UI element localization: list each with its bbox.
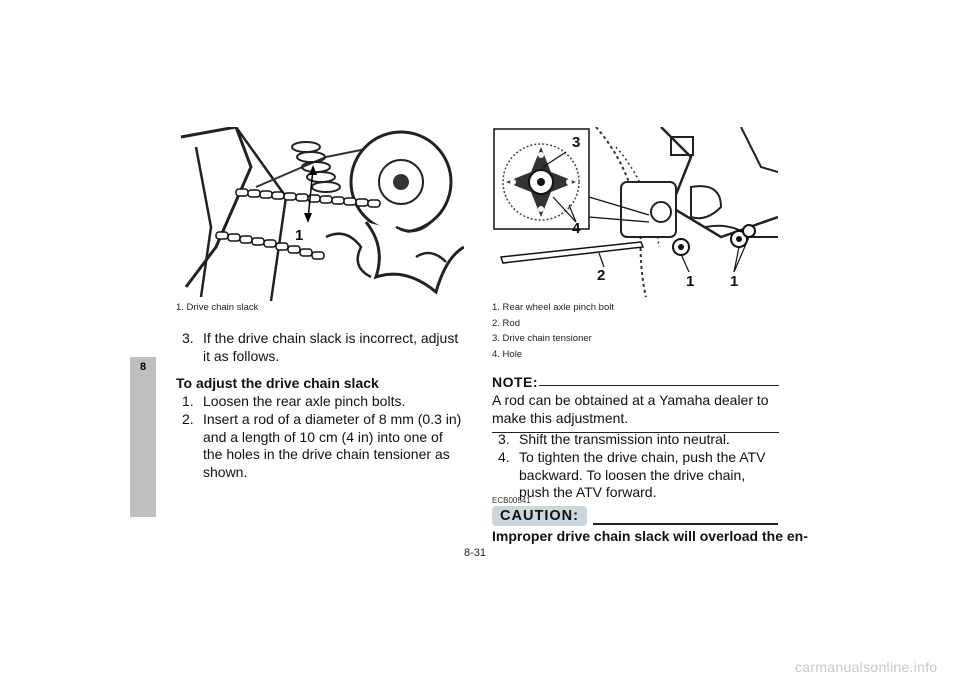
- step-text: Loosen the rear axle pinch bolts.: [203, 393, 406, 409]
- page-number: 8-31: [464, 547, 487, 559]
- caption-item: 3. Drive chain tensioner: [492, 333, 592, 344]
- caution-code: ECB00541: [492, 496, 531, 505]
- step-number: 1.: [182, 393, 194, 409]
- left-text-column: [176, 330, 466, 480]
- caption-item: 1. Rear wheel axle pinch bolt: [492, 302, 614, 313]
- callout-1: 1: [295, 227, 304, 244]
- step-number: 3.: [498, 431, 510, 447]
- step-number: 3.: [182, 330, 194, 346]
- callout-3: 3: [572, 134, 581, 151]
- right-text-column: [492, 431, 779, 501]
- caution-rule: [593, 523, 778, 525]
- caution-text: Improper drive chain slack will overload the en-: [492, 528, 808, 544]
- note-label: NOTE:: [492, 374, 539, 390]
- caution-label: CAUTION:: [492, 506, 587, 526]
- step-text: To tighten the drive chain, push the ATV backward. To loosen the drive chain, push the ATV forward.: [519, 449, 766, 500]
- step-number: 2.: [182, 411, 194, 427]
- caption-item: 4. Hole: [492, 348, 523, 360]
- step-text: If the drive chain slack is incorrect, adjust it as follows.: [203, 330, 459, 364]
- note-block: [492, 374, 779, 433]
- section-heading: To adjust the drive chain slack: [176, 375, 379, 391]
- step-number: 4.: [498, 449, 510, 465]
- callout-4: 4: [572, 220, 581, 237]
- note-rule: [539, 385, 779, 386]
- drive-chain-slack-figure: [176, 127, 464, 301]
- callout-1a: 1: [686, 273, 695, 290]
- section-tab: [130, 357, 156, 517]
- callout-2: 2: [597, 267, 606, 284]
- callout-1b: 1: [730, 273, 739, 290]
- step-text: Insert a rod of a diameter of 8 mm (0.3 in) and a length of 10 cm (4 in) into one of the holes in the drive chain tensioner as shown.: [203, 411, 462, 480]
- caption-item: 1. Drive chain slack: [176, 302, 259, 313]
- section-tab-number: 8: [139, 361, 147, 373]
- note-text: A rod can be obtained at a Yamaha dealer to make this adjustment.: [492, 392, 769, 426]
- chain-tensioner-figure: [491, 127, 778, 301]
- drive-chain-illustration: [176, 127, 464, 301]
- caption-item: 2. Rod: [492, 317, 520, 329]
- left-figure-caption: [176, 300, 464, 316]
- right-figure-caption: [492, 300, 779, 362]
- watermark: carmanualsonline.info: [795, 659, 938, 675]
- step-text: Shift the transmission into neutral.: [519, 431, 730, 447]
